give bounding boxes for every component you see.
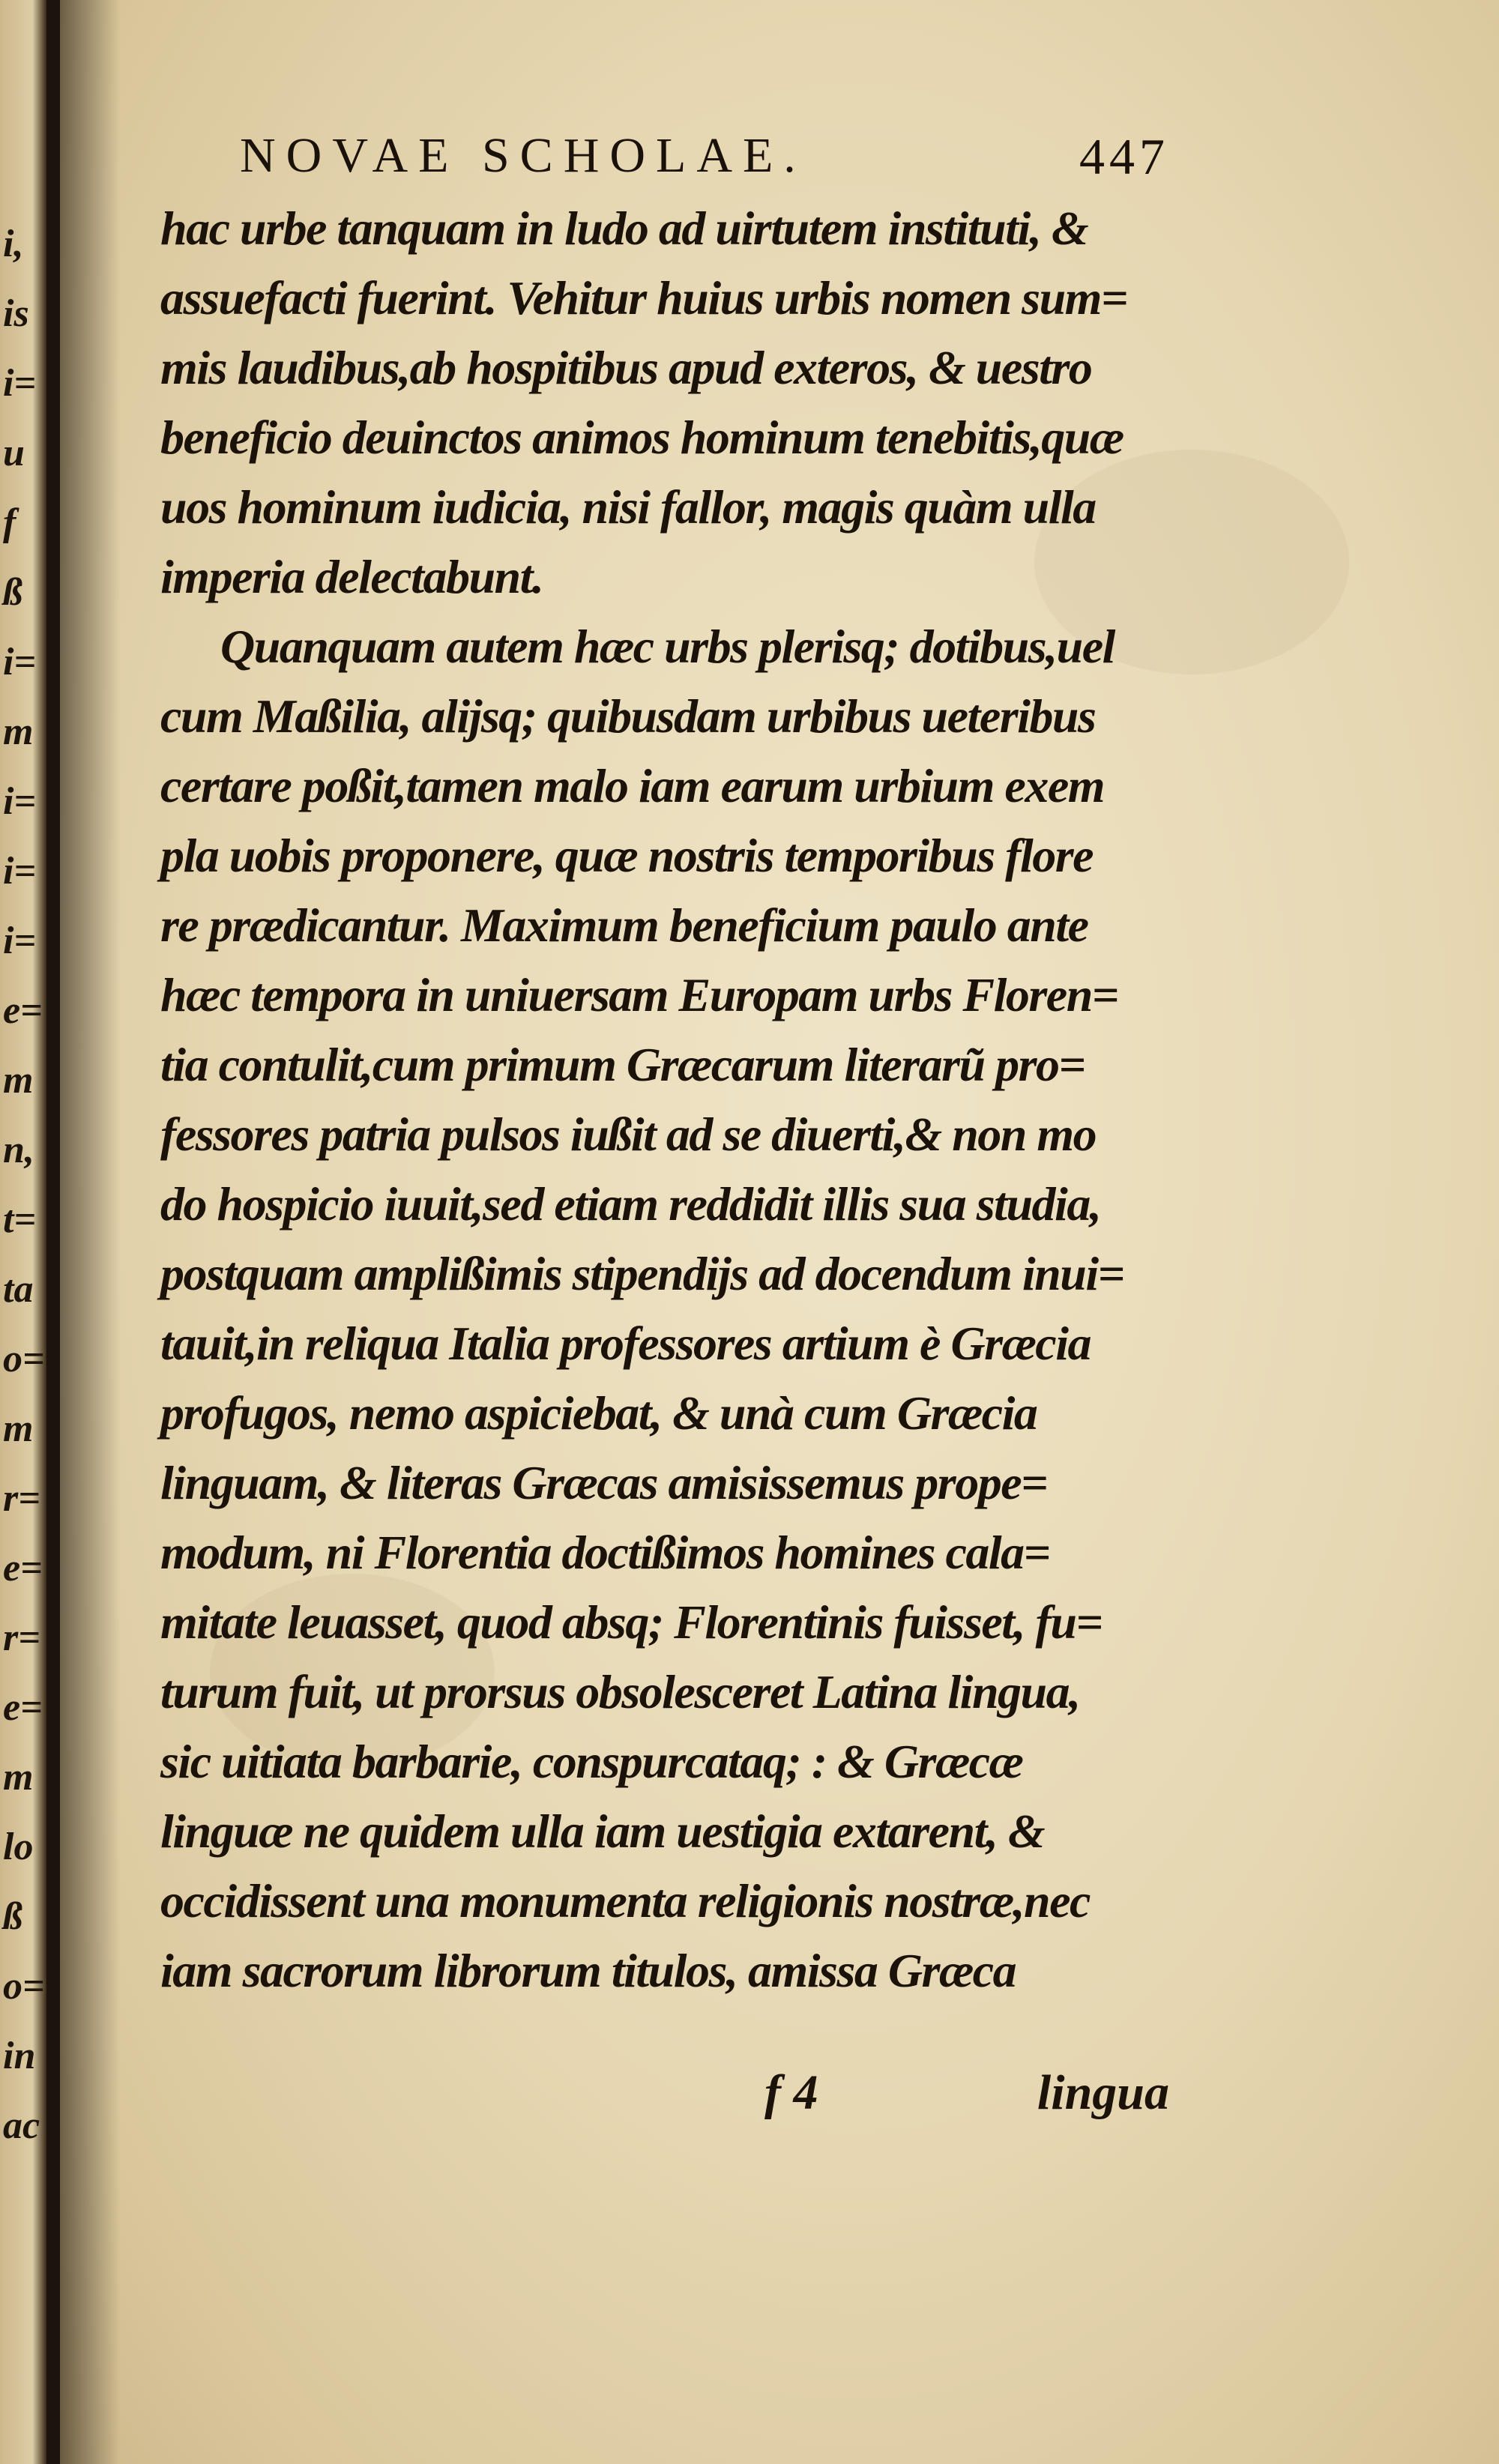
- text-line: certare poßit,tamen malo iam earum urbium exem: [160, 759, 1104, 812]
- text-line: tauit,in reliqua Italia professores artium è Græcia: [160, 1317, 1091, 1370]
- facing-page-fragment: in: [3, 2035, 36, 2077]
- text-line: turum fuit, ut prorsus obsolesceret Latina lingua,: [160, 1665, 1080, 1718]
- facing-page-fragment: f: [3, 501, 16, 544]
- text-line: mitate leuasset, quod absq; Florentinis fuisset, fu=: [160, 1595, 1103, 1649]
- text-line: beneficio deuinctos animos hominum tenebitis,quæ: [160, 411, 1124, 464]
- facing-page-fragment: i,: [3, 223, 24, 265]
- text-line: imperia delectabunt.: [160, 550, 543, 603]
- facing-page-fragment: n,: [3, 1129, 34, 1171]
- catchword: lingua: [1037, 2065, 1169, 2120]
- facing-page-fragment: m: [3, 710, 34, 753]
- facing-page-fragment: t=: [3, 1198, 37, 1241]
- text-line: profugos, nemo aspiciebat, & unà cum Græcia: [160, 1386, 1037, 1440]
- facing-page-fragment: ß: [3, 571, 22, 614]
- text-line: assuefacti fuerint. Vehitur huius urbis nomen sum=: [160, 271, 1127, 324]
- text-line: modum, ni Florentia doctißimos homines cala=: [160, 1526, 1050, 1579]
- facing-page-fragment: ac: [3, 2104, 40, 2147]
- facing-page-fragment: e=: [3, 1686, 43, 1729]
- text-line: fessores patria pulsos iußit ad se diuerti,& non mo: [160, 1108, 1097, 1161]
- signature-mark: f 4: [764, 2065, 818, 2120]
- text-line: Quanquam autem hæc urbs plerisq; dotibus,uel: [220, 620, 1115, 673]
- running-head-title: NOVAE SCHOLAE.: [240, 128, 806, 183]
- facing-page-fragment: lo: [3, 1826, 34, 1868]
- facing-page-fragment: i=: [3, 641, 37, 683]
- text-line: mis laudibus,ab hospitibus apud exteros, & uestro: [160, 341, 1092, 394]
- text-line: hæc tempora in uniuersam Europam urbs Floren=: [160, 968, 1118, 1021]
- text-line: hac urbe tanquam in ludo ad uirtutem instituti, &: [160, 202, 1088, 255]
- text-line: linguæ ne quidem ulla iam uestigia extarent, &: [160, 1805, 1045, 1858]
- facing-page-fragment: r=: [3, 1616, 40, 1659]
- facing-page-fragment: o=: [3, 1338, 45, 1380]
- text-line: do hospicio iuuit,sed etiam reddidit illis sua studia,: [160, 1177, 1101, 1231]
- text-line: tia contulit,cum primum Græcarum literarũ pro=: [160, 1038, 1085, 1091]
- text-line: sic uitiata barbarie, conspurcataq; : & Græcæ: [160, 1735, 1023, 1788]
- text-line: occidissent una monumenta religionis nostræ,nec: [160, 1874, 1090, 1927]
- facing-page-fragment: is: [3, 292, 29, 335]
- facing-page-fragment: e=: [3, 989, 43, 1032]
- facing-page-fragment: i=: [3, 780, 37, 823]
- text-line: pla uobis proponere, quæ nostris temporibus flore: [160, 829, 1094, 882]
- facing-page-fragment: ß: [3, 1895, 22, 1938]
- page-footer: [750, 2065, 1169, 2140]
- facing-page-fragment: i=: [3, 850, 37, 893]
- text-line: linguam, & literas Græcas amisissemus prope=: [160, 1456, 1048, 1509]
- facing-page-fragment: i=: [3, 362, 37, 405]
- text-line: uos hominum iudicia, nisi fallor, magis quàm ulla: [160, 480, 1096, 534]
- text-line: iam sacrorum librorum titulos, amissa Græca: [160, 1944, 1016, 1997]
- facing-page-fragment: m: [3, 1407, 34, 1450]
- facing-page-fragment: i=: [3, 920, 37, 962]
- body-text: [160, 193, 1195, 2005]
- text-line: postquam amplißimis stipendijs ad docendum inui=: [160, 1247, 1124, 1300]
- facing-page-edge: [0, 0, 46, 2464]
- facing-page-fragment: u: [3, 432, 25, 474]
- facing-page-fragment: m: [3, 1059, 34, 1102]
- gutter-shadow: [60, 0, 120, 2464]
- page-number: 447: [1079, 128, 1169, 185]
- text-line: cum Maßilia, alijsq; quibusdam urbibus ueteribus: [160, 689, 1096, 743]
- facing-page-fragment: ta: [3, 1268, 34, 1311]
- facing-page-fragment: m: [3, 1756, 34, 1799]
- facing-page-fragment: e=: [3, 1547, 43, 1589]
- facing-page-fragment: r=: [3, 1477, 40, 1520]
- facing-page-fragment: o=: [3, 1965, 45, 2008]
- text-line: re prædicantur. Maximum beneficium paulo ante: [160, 899, 1088, 952]
- running-head: [240, 127, 1169, 187]
